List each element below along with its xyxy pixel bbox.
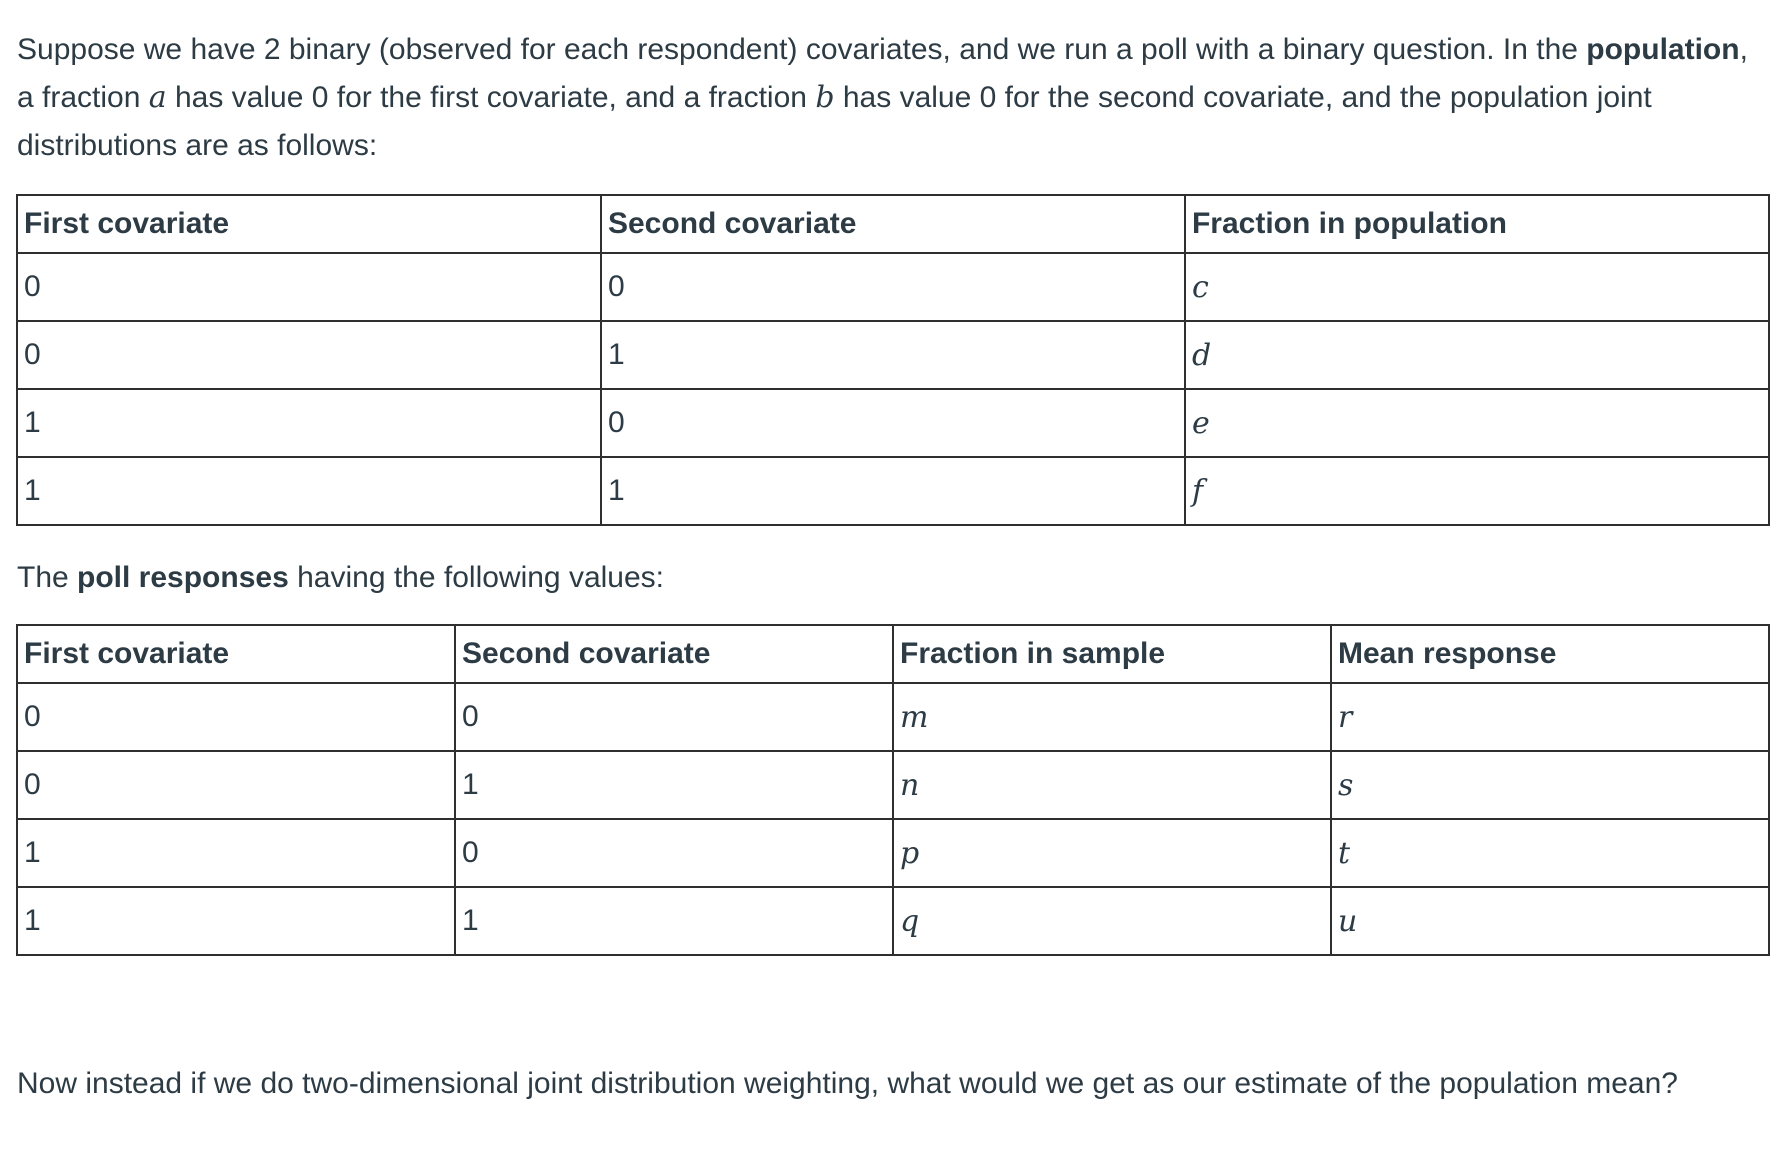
- table-row: [17, 457, 1769, 525]
- cell-second-covariate: 0: [601, 253, 1185, 321]
- cell-first-covariate: 1: [17, 819, 455, 887]
- header-fraction-in-sample: Fraction in sample: [893, 625, 1331, 683]
- cell-fraction: e: [1185, 389, 1769, 457]
- table-row: [17, 253, 1769, 321]
- header-second-covariate: Second covariate: [601, 195, 1185, 253]
- cell-first-covariate: 0: [17, 321, 601, 389]
- cell-first-covariate: 0: [17, 683, 455, 751]
- cell-fraction: c: [1185, 253, 1769, 321]
- cell-first-covariate: 0: [17, 253, 601, 321]
- cell-second-covariate: 1: [455, 751, 893, 819]
- header-mean-response: Mean response: [1331, 625, 1769, 683]
- table-header-row: [17, 625, 1769, 683]
- header-fraction-in-population: Fraction in population: [1185, 195, 1769, 253]
- table-header-row: [17, 195, 1769, 253]
- header-first-covariate: First covariate: [17, 625, 455, 683]
- header-second-covariate: Second covariate: [455, 625, 893, 683]
- cell-first-covariate: 0: [17, 751, 455, 819]
- cell-fraction-sample: m: [893, 683, 1331, 751]
- intro-paragraph: [17, 26, 1757, 170]
- intro-text-1: Suppose we have 2 binary (observed for each respondent) covariates, and we run a poll with a binary question. In the: [17, 33, 1587, 66]
- cell-second-covariate: 1: [601, 457, 1185, 525]
- cell-second-covariate: 1: [601, 321, 1185, 389]
- population-table: [16, 194, 1770, 526]
- cell-mean-response: t: [1331, 819, 1769, 887]
- intro-text-3: has value 0 for the first covariate, and a fraction: [166, 81, 816, 114]
- poll-text-2: having the following values:: [288, 561, 664, 594]
- var-a: a: [148, 80, 167, 115]
- cell-first-covariate: 1: [17, 887, 455, 955]
- poll-responses-bold: poll responses: [77, 561, 289, 594]
- cell-mean-response: s: [1331, 751, 1769, 819]
- table-row: [17, 389, 1769, 457]
- table-row: [17, 819, 1769, 887]
- table-row: [17, 321, 1769, 389]
- table-row: [17, 887, 1769, 955]
- cell-first-covariate: 1: [17, 457, 601, 525]
- cell-fraction-sample: n: [893, 751, 1331, 819]
- cell-mean-response: u: [1331, 887, 1769, 955]
- cell-second-covariate: 1: [455, 887, 893, 955]
- var-b: b: [815, 80, 835, 115]
- cell-fraction-sample: q: [893, 887, 1331, 955]
- cell-fraction: d: [1185, 321, 1769, 389]
- population-bold: population: [1586, 33, 1740, 66]
- header-first-covariate: First covariate: [17, 195, 601, 253]
- poll-text-1: The: [17, 561, 78, 594]
- cell-first-covariate: 1: [17, 389, 601, 457]
- cell-fraction-sample: p: [893, 819, 1331, 887]
- cell-second-covariate: 0: [455, 819, 893, 887]
- intro-text-2: , a fraction: [17, 33, 1748, 114]
- cell-mean-response: r: [1331, 683, 1769, 751]
- intro-text-4: has value 0 for the second covariate, and the population joint distributions are as follows:: [17, 81, 1652, 162]
- table-row: [17, 683, 1769, 751]
- poll-table: [16, 624, 1770, 956]
- cell-fraction: f: [1185, 457, 1769, 525]
- cell-second-covariate: 0: [455, 683, 893, 751]
- cell-second-covariate: 0: [601, 389, 1185, 457]
- table-row: [17, 751, 1769, 819]
- question-paragraph: Now instead if we do two-dimensional joint distribution weighting, what would we get as our estimate of the population mean?: [17, 1067, 1678, 1100]
- poll-paragraph: [17, 554, 1757, 602]
